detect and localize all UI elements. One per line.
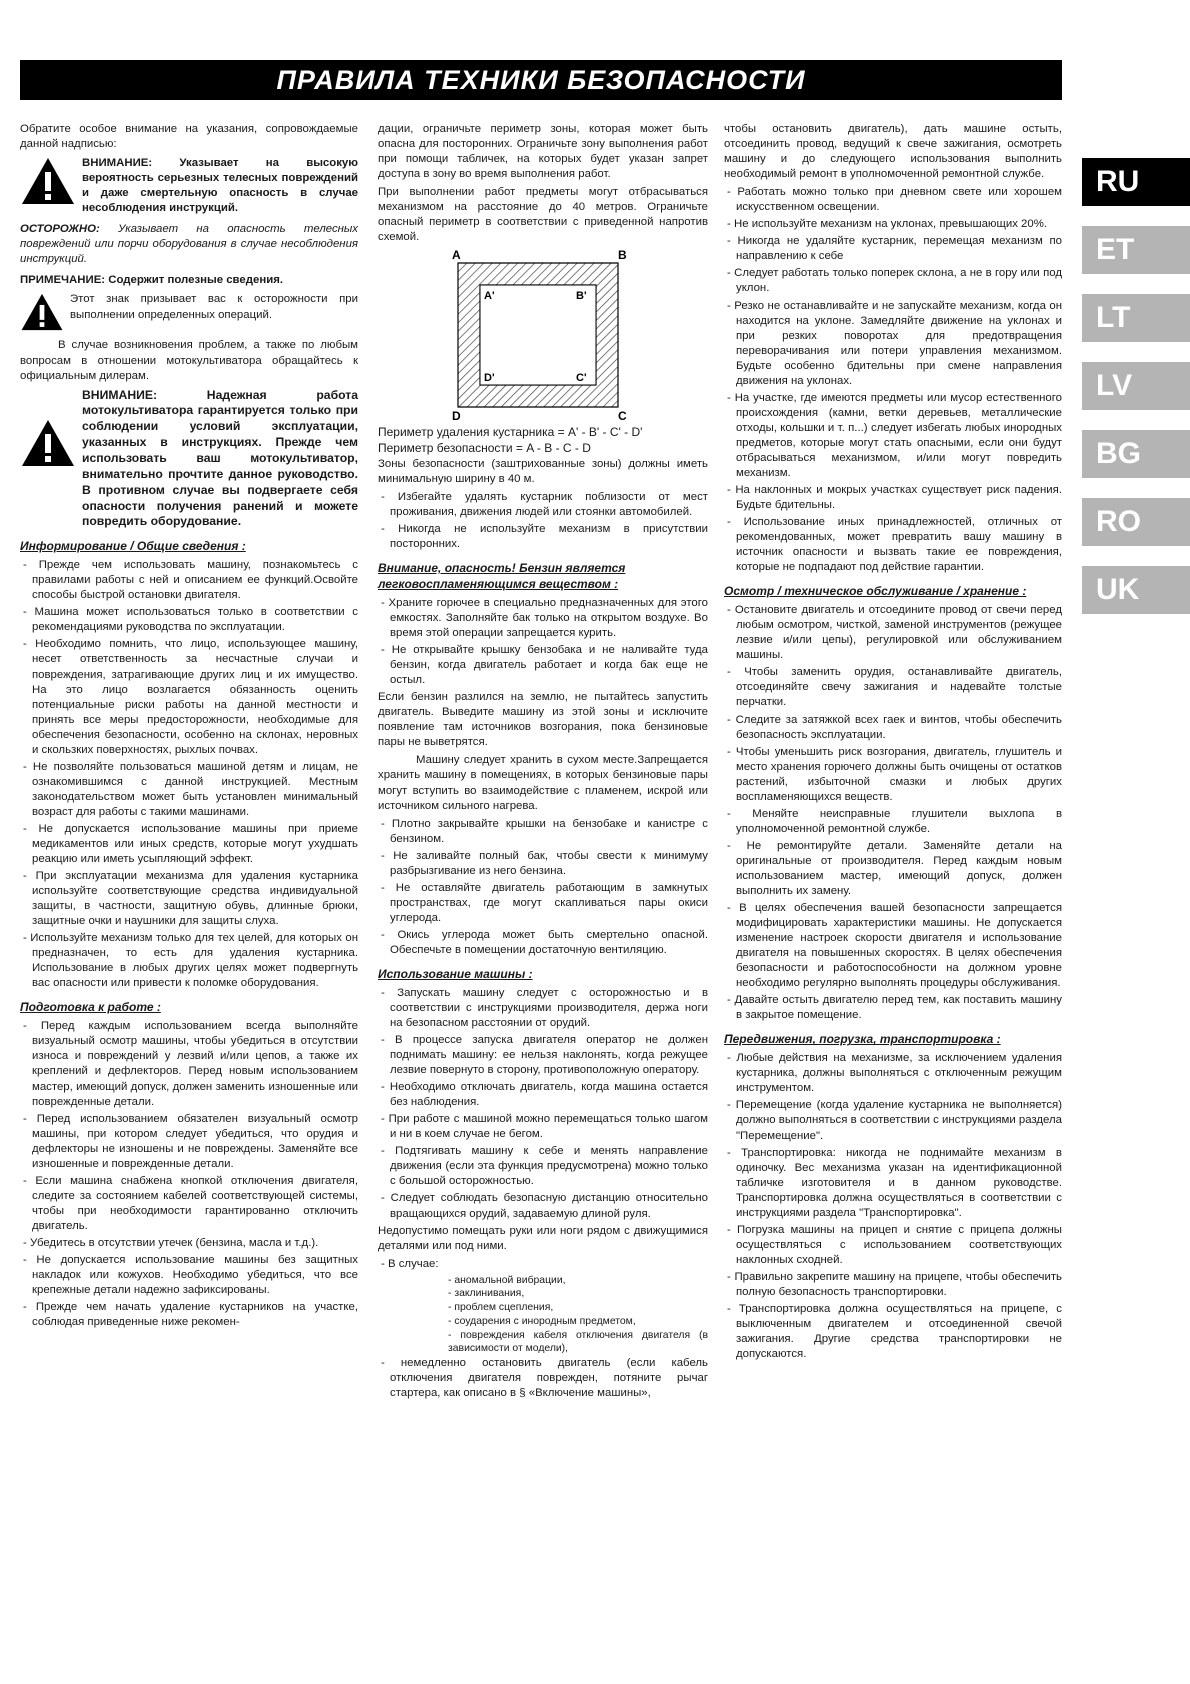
case-item: - повреждения кабеля отключения двигателя (в зависимости от модели),	[448, 1329, 708, 1355]
case-item: - аномальной вибрации,	[448, 1274, 566, 1286]
hands-text: Недопустимо помещать руки или ноги рядом с движущимися деталями или под ними.	[378, 1224, 708, 1252]
problems-text: В случае возникновения проблем, а также по любым вопросам в отношении мотокультиватора обращайтесь к официальным дилерам.	[20, 339, 358, 382]
list-item: - В процессе запуска двигателя оператор не должен поднимать машину: ее нельзя наклонять, когда режущее лезвие повернуто в сторону, противоположную оператору.	[378, 1033, 708, 1078]
list-item: - Прежде чем использовать машину, познакомьтесь с правилами работы с ней и описанием ее функций.Освойте способы быстрой остановки двигателя.	[20, 558, 358, 603]
list-item: - При работе с машиной можно перемещаться только шагом и ни в коем случае не бегом.	[378, 1112, 708, 1142]
list-item: - Не допускается использование машины при приеме медикаментов или иных средств, которые могут ухудшать реакцию или иметь усыпляющий эффект.	[20, 822, 358, 867]
list-item: - Необходимо отключать двигатель, когда машина остается без наблюдения.	[378, 1080, 708, 1110]
zones-text: Зоны безопасности (заштрихованные зоны) должны иметь минимальную ширину в 40 м.	[378, 458, 708, 486]
fuel-spill-text: Если бензин разлился на землю, не пытайтесь запустить двигатель. Выведите машину из этой зоны и исключите появление там источников возгорания, пока бензиновые пары не выветрятся.	[378, 691, 708, 749]
list-item: - Транспортировка должна осуществляться на прицепе, с выключенным двигателем и отсоединенной свечой зажигания. Другие средства транспортировки не допускаются.	[724, 1302, 1062, 1362]
list-item: - Необходимо помнить, что лицо, использующее машину, несет ответственность за несчастные случаи и повреждения, затрагивающие других лиц и их имущество. На это лицо возлагается обязанность оценить потенциальные риски работы на данной местности и принять все меры предосторожности, необходимые для обеспечения безопасности, особенно на склонах, неровных и скользких поверхностях, рыхлых почвах.	[20, 637, 358, 757]
page-title: ПРАВИЛА ТЕХНИКИ БЕЗОПАСНОСТИ	[276, 65, 806, 95]
section-transport-heading: Передвижения, погрузка, транспортировка :	[724, 1032, 1001, 1047]
list-item: - На участке, где имеются предметы или мусор естественного происхождения (камни, ветки деревьев, металлические отходы, кольшки и т. п...) следует избегать любых инородных предметов, которые могут стать опасными, если они будут отбрасываться механизмом, и/или могут повредить механизм.	[724, 391, 1062, 481]
column-2	[378, 122, 708, 1403]
list-item: - Не оставляйте двигатель работающим в замкнутых пространствах, где могут скапливаться пары окиси углерода.	[378, 881, 708, 926]
lang-tab-lv[interactable]: LV	[1082, 362, 1190, 410]
lang-tab-lt[interactable]: LT	[1082, 294, 1190, 342]
lang-tab-bg[interactable]: BG	[1082, 430, 1190, 478]
caution-label: ОСТОРОЖНО:	[20, 223, 100, 236]
list-item: - Избегайте удалять кустарник поблизости от мест проживания, движения людей или стоянки автомобилей.	[378, 490, 708, 520]
case-item: - проблем сцепления,	[448, 1302, 554, 1314]
lang-tab-uk[interactable]: UK	[1082, 566, 1190, 614]
list-item: - Меняйте неисправные глушители выхлопа в уполномоченной ремонтной службе.	[724, 807, 1062, 837]
caution-text: Указывает на опасность телесных повреждений или порчи оборудования в случае несоблюдения инструкций.	[20, 223, 358, 266]
page-title-bar	[20, 60, 1062, 100]
label-c: C	[618, 409, 627, 422]
list-item: - Плотно закрывайте крышки на бензобаке и канистре с бензином.	[378, 817, 708, 847]
list-item: - Если машина снабжена кнопкой отключения двигателя, следите за состоянием кабелей соответствующей системы, чтобы при необходимости гарантированно отключить двигатель.	[20, 1174, 358, 1234]
list-item: - Резко не останавливайте и не запускайте механизм, когда он находится на уклоне. Замедляйте движение на уклонах и при резких поворотах для предотвращения переворачивания или потери управления механизмом. Будьте особенно бдительны при смене направления движения на уклонах.	[724, 299, 1062, 389]
list-item: - Следует соблюдать безопасную дистанцию относительно вращающихся орудий, задаваемую длиной руля.	[378, 1191, 708, 1221]
list-item: - Не открывайте крышку бензобака и не наливайте туда бензин, когда двигатель работает и когда бак еще не остыл.	[378, 643, 708, 688]
case-item: - соударения с инородным предметом,	[448, 1315, 636, 1327]
warning-triangle-icon	[20, 292, 64, 332]
sign-block	[20, 292, 358, 332]
lang-tab-ro[interactable]: RO	[1082, 498, 1190, 546]
list-item: - немедленно остановить двигатель (если кабель отключения двигателя поврежден, потяните рычаг стартера, как описано в § «Включение машины»,	[378, 1356, 708, 1401]
list-item: - Не ремонтируйте детали. Заменяйте детали на оригинальные от производителя. Перед каждым новым использованием мастер, имеющий допуск, должен выполнить их замену.	[724, 839, 1062, 899]
label-d-prime: D'	[484, 372, 495, 385]
sign-text: Этот знак призывает вас к осторожности при выполнении определенных операций.	[70, 293, 358, 321]
list-item: - Запускать машину следует с осторожностью и в соответствии с инструкциями производителя, держа ноги на безопасном расстоянии от орудий.	[378, 986, 708, 1031]
list-item: - Машина может использоваться только в соответствии с рекомендациями руководства по эксплуатации.	[20, 605, 358, 635]
list-item: - Перед каждым использованием всегда выполняйте визуальный осмотр машины, чтобы убедиться в отсутствии износа и повреждений у лезвий и/или цепов, а также их креплений и дефлекторов. Перед новым использованием мастер, имеющий допуск, должен заменить изношенные или поврежденные детали.	[20, 1019, 358, 1109]
list-item: - На наклонных и мокрых участках существует риск падения. Будьте бдительны.	[724, 483, 1062, 513]
lang-tab-et[interactable]: ET	[1082, 226, 1190, 274]
perimeter-removal: Периметр удаления кустарника = A' - B' - C' - D'	[378, 425, 643, 440]
section-info-heading: Информирование / Общие сведения :	[20, 539, 246, 554]
section-use-heading: Использование машины :	[378, 967, 533, 982]
column-1	[20, 122, 358, 1332]
list-item: - Прежде чем начать удаление кустарников на участке, соблюдая приведенные ниже рекомен-	[20, 1300, 358, 1330]
list-item: - Не позволяйте пользоваться машиной детям и лицам, не ознакомившимся с данной инструкцией. Местным законодательством может быть установлен минимальный возраст для работы с такими машинами.	[20, 760, 358, 820]
warning-text: ВНИМАНИЕ: Указывает на высокую вероятность серьезных телесных повреждений и даже смертельную опасность в случае несоблюдения инструкций.	[82, 157, 358, 215]
list-item: - Работать можно только при дневном свете или хорошем искусственном освещении.	[724, 185, 1062, 215]
list-item: - Использование иных принадлежностей, отличных от рекомендованных, может превратить вашу машину в источник опасности и вызвать такие ее повреждения, которые не подпадают под действие гарантии.	[724, 515, 1062, 575]
list-item: - Следует работать только поперек склона, а не в гору или под уклон.	[724, 266, 1062, 296]
list-item: - Погрузка машины на прицеп и снятие с прицепа должны осуществляться с использованием соответствующих наклонных сходней.	[724, 1223, 1062, 1268]
list-item: - Чтобы уменьшить риск возгорания, двигатель, глушитель и место хранения горючего должны быть очищены от остатков растений, избыточной смазки и любых других воспламеняющихся веществ.	[724, 745, 1062, 805]
list-item: - Подтягивать машину к себе и менять направление движения (если эта функция предусмотрена) можно только с большой осторожностью.	[378, 1144, 708, 1189]
caution-paragraph	[20, 222, 358, 267]
list-item: - Транспортировка: никогда не поднимайте механизм в одиночку. Вес механизма указан на идентификационной табличке изготовителя и в данном руководстве. Транспортировка должна осуществляться в соответствии с инструкциями раздела "Транспортировка".	[724, 1146, 1062, 1221]
lang-tab-ru[interactable]: RU	[1082, 158, 1190, 206]
label-b: B	[618, 249, 627, 263]
big-warning-block	[20, 388, 358, 531]
objects-text: При выполнении работ предметы могут отбрасываться механизмом на расстояние до 40 метров. Ограничьте опасный периметр в соответствии с приведенной напротив схемой.	[378, 186, 708, 244]
list-item: - При эксплуатации механизма для удаления кустарника используйте соответствующие средства индивидуальной защиты, в частности, защитную обувь, длинные брюки, защитные очки и наушники для защиты слуха.	[20, 869, 358, 929]
section-fuel-heading: Внимание, опасность! Бензин является легковоспламеняющимся веществом :	[378, 561, 626, 592]
warning-triangle-icon	[20, 418, 76, 468]
section-prep-heading: Подготовка к работе :	[20, 1000, 161, 1015]
intro-text: Обратите особое внимание на указания, сопровождаемые данной надписью:	[20, 123, 358, 151]
list-item: - Убедитесь в отсутствии утечек (бензина, масла и т.д.).	[20, 1236, 358, 1251]
list-item: - Не используйте механизм на уклонах, превышающих 20%.	[724, 217, 1062, 232]
list-item: - Перемещение (когда удаление кустарника не выполняется) должно выполняться в соответствии с инструкциями раздела "Перемещение".	[724, 1098, 1062, 1143]
list-item: - Правильно закрепите машину на прицепе, чтобы обеспечить полную безопасность транспортировки.	[724, 1270, 1062, 1300]
column-3	[724, 122, 1062, 1364]
section-maintenance-heading: Осмотр / техническое обслуживание / хранение :	[724, 584, 1027, 599]
label-c-prime: C'	[576, 372, 587, 385]
label-b-prime: B'	[576, 290, 587, 303]
list-item: - Никогда не удаляйте кустарник, перемещая механизм по направлению к себе	[724, 234, 1062, 264]
continued-text: чтобы остановить двигатель), дать машине остыть, отсоединить провод, ведущий к свече зажигания, осмотреть машину и до следующего использования выполнить необходимый ремонт в уполномоченной ремонтной службе.	[724, 123, 1062, 181]
list-item: - Окись углерода может быть смертельно опасной. Обеспечьте в помещении достаточную вентиляцию.	[378, 928, 708, 958]
label-d: D	[452, 409, 461, 422]
note-text: ПРИМЕЧАНИЕ: Содержит полезные сведения.	[20, 274, 284, 287]
warning-triangle-icon	[20, 156, 76, 206]
list-item: - Чтобы заменить орудия, останавливайте двигатель, отсоединяйте свечу зажигания и надевайте толстые перчатки.	[724, 665, 1062, 710]
fuel-store-text: Машину следует хранить в сухом месте.Запрещается хранить машину в помещениях, в которых бензиновые пары могут вступить во взаимодействие с пламенем, искрой или источником сильного нагрева.	[378, 754, 708, 812]
list-item: - Используйте механизм только для тех целей, для которых он предназначен, то есть для удаления кустарника. Использование в любых других целях может подвергнуть вас опасности или привести к поломке оборудования.	[20, 931, 358, 991]
list-item: - Никогда не используйте механизм в присутствии посторонних.	[378, 522, 708, 552]
case-label: - В случае:	[378, 1257, 708, 1272]
list-item: - Не заливайте полный бак, чтобы свести к минимуму разбрызгивание из него бензина.	[378, 849, 708, 879]
warning-block	[20, 156, 358, 216]
list-item: - Следите за затяжкой всех гаек и винтов, чтобы обеспечить безопасность эксплуатации.	[724, 713, 1062, 743]
list-item: - Давайте остыть двигателю перед тем, как поставить машину в закрытое помещение.	[724, 993, 1062, 1023]
list-item: - Перед использованием обязателен визуальный осмотр машины, при котором следует убедиться, что орудия и дефлекторы не изношены и не повреждены. Заменяйте все изношенные и поврежденные детали.	[20, 1112, 358, 1172]
list-item: - В целях обеспечения вашей безопасности запрещается модифицировать характеристики машины. Не допускается изменение настроек скорости двигателя и использование двигателя на повышенных скоростях. В целях обеспечения безопасности и работоспособности на должном уровне необходимо регулярно выполнять процедуры обслуживания.	[724, 901, 1062, 991]
list-item: - Любые действия на механизме, за исключением удаления кустарника, должны выполняться с отключенным режущим инструментом.	[724, 1051, 1062, 1096]
label-a-prime: A'	[484, 290, 495, 303]
label-a: A	[452, 249, 461, 263]
list-item: - Храните горючее в специально предназначенных для этого емкостях. Заполняйте бак только на открытом воздухе. Во время этой операции запрещается курить.	[378, 596, 708, 641]
list-item: - Остановите двигатель и отсоедините провод от свечи перед любым осмотром, чисткой, заменой инструментов (режущее лезвие и/или цепы), регулировкой или обслуживанием машины.	[724, 603, 1062, 663]
big-warning-text: ВНИМАНИЕ: Надежная работа мотокультиватора гарантируется только при соблюдении условий эксплуатации, указанных в инструкциях. Прежде чем использовать ваш мотокультиватор, внимательно прочтите данное руководство. В противном случае вы подвергаете себя опасности получения ранений и можете повредить оборудование.	[82, 387, 358, 529]
continued-text: дации, ограничьте периметр зоны, которая может быть опасна для посторонних. Ограничьте зону выполнения работ при помощи табличек, на которых будет указан запрет доступа в зону во время выполнения работ.	[378, 123, 708, 181]
safety-perimeter-diagram	[438, 249, 638, 421]
list-item: - Не допускается использование машины без защитных накладок или кожухов. Необходимо убедиться, что все крепежные детали надежно зафиксированы.	[20, 1253, 358, 1298]
perimeter-safety: Периметр безопасности = A - B - C - D	[378, 441, 591, 456]
case-item: - заклинивания,	[448, 1288, 525, 1300]
